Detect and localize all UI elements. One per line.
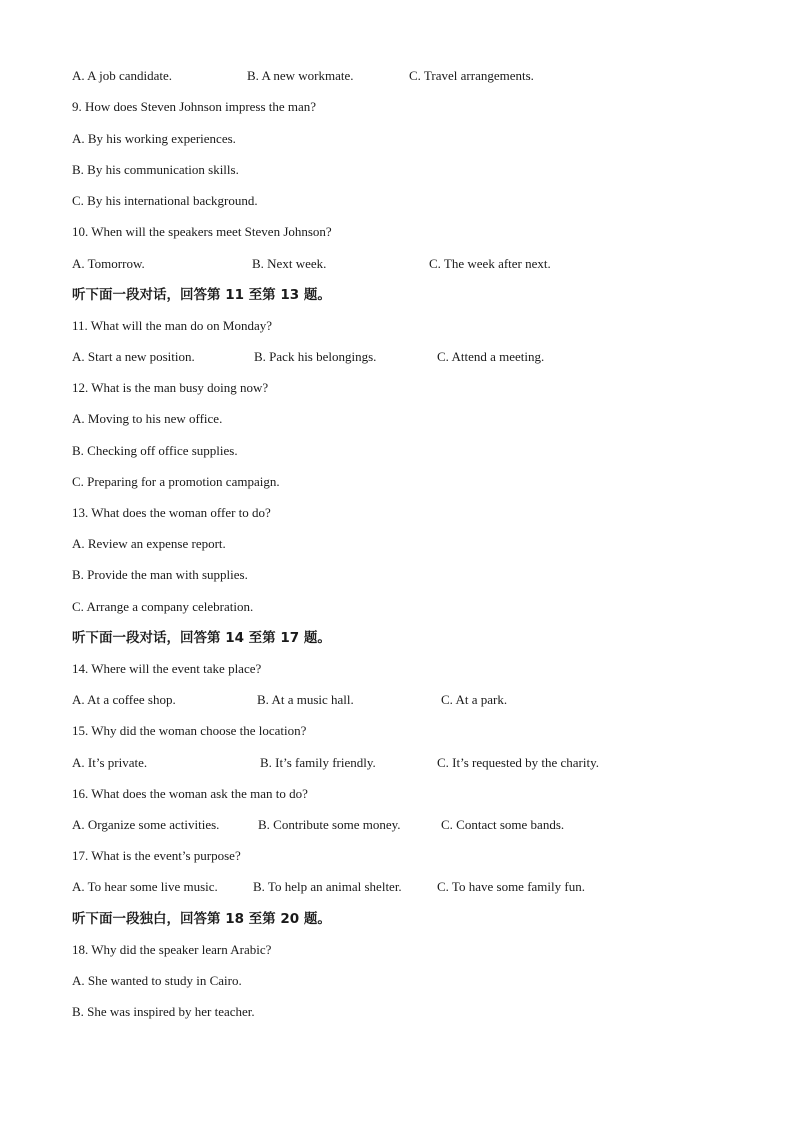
question-15: 15. Why did the woman choose the location? xyxy=(72,723,307,738)
question-11: 11. What will the man do on Monday? xyxy=(72,318,273,333)
option-8a: A. A job candidate. xyxy=(72,68,173,83)
option-12a: A. Moving to his new office. xyxy=(72,411,223,426)
option-10a: A. Tomorrow. xyxy=(72,256,145,271)
option-18a: A. She wanted to study in Cairo. xyxy=(72,973,242,988)
option-16b: B. Contribute some money. xyxy=(258,817,401,832)
section-heading-11-13: 听下面一段对话，回答第 11 至第 13 题。 xyxy=(72,287,331,303)
option-9a: A. By his working experiences. xyxy=(72,131,236,146)
option-17c: C. To have some family fun. xyxy=(437,879,585,894)
option-12c: C. Preparing for a promotion campaign. xyxy=(72,474,280,489)
question-16: 16. What does the woman ask the man to do? xyxy=(72,786,308,801)
section-heading-18-20: 听下面一段独白，回答第 18 至第 20 题。 xyxy=(72,911,331,927)
option-11a: A. Start a new position. xyxy=(72,349,195,364)
option-14a: A. At a coffee shop. xyxy=(72,692,176,707)
option-16c: C. Contact some bands. xyxy=(441,817,565,832)
option-17b: B. To help an animal shelter. xyxy=(253,879,402,894)
question-10: 10. When will the speakers meet Steven Johnson? xyxy=(72,224,332,239)
option-8b: B. A new workmate. xyxy=(247,68,354,83)
option-14c: C. At a park. xyxy=(441,692,508,707)
option-11b: B. Pack his belongings. xyxy=(254,349,377,364)
question-12: 12. What is the man busy doing now? xyxy=(72,380,269,395)
option-18b: B. She was inspired by her teacher. xyxy=(72,1004,255,1019)
question-13: 13. What does the woman offer to do? xyxy=(72,505,271,520)
option-8c: C. Travel arrangements. xyxy=(409,68,534,83)
option-14b: B. At a music hall. xyxy=(257,692,354,707)
option-17a: A. To hear some live music. xyxy=(72,879,218,894)
option-15a: A. It’s private. xyxy=(72,755,148,770)
option-10b: B. Next week. xyxy=(252,256,327,271)
option-9c: C. By his international background. xyxy=(72,193,258,208)
option-13b: B. Provide the man with supplies. xyxy=(72,567,248,582)
option-16a: A. Organize some activities. xyxy=(72,817,220,832)
question-17: 17. What is the event’s purpose? xyxy=(72,848,241,863)
question-9: 9. How does Steven Johnson impress the man? xyxy=(72,99,317,114)
question-14: 14. Where will the event take place? xyxy=(72,661,262,676)
option-13a: A. Review an expense report. xyxy=(72,536,226,551)
option-11c: C. Attend a meeting. xyxy=(437,349,545,364)
section-heading-14-17: 听下面一段对话，回答第 14 至第 17 题。 xyxy=(72,630,331,646)
option-15b: B. It’s family friendly. xyxy=(260,755,376,770)
option-13c: C. Arrange a company celebration. xyxy=(72,599,254,614)
option-10c: C. The week after next. xyxy=(429,256,551,271)
option-9b: B. By his communication skills. xyxy=(72,162,239,177)
option-15c: C. It’s requested by the charity. xyxy=(437,755,599,770)
option-12b: B. Checking off office supplies. xyxy=(72,443,238,458)
question-18: 18. Why did the speaker learn Arabic? xyxy=(72,942,272,957)
